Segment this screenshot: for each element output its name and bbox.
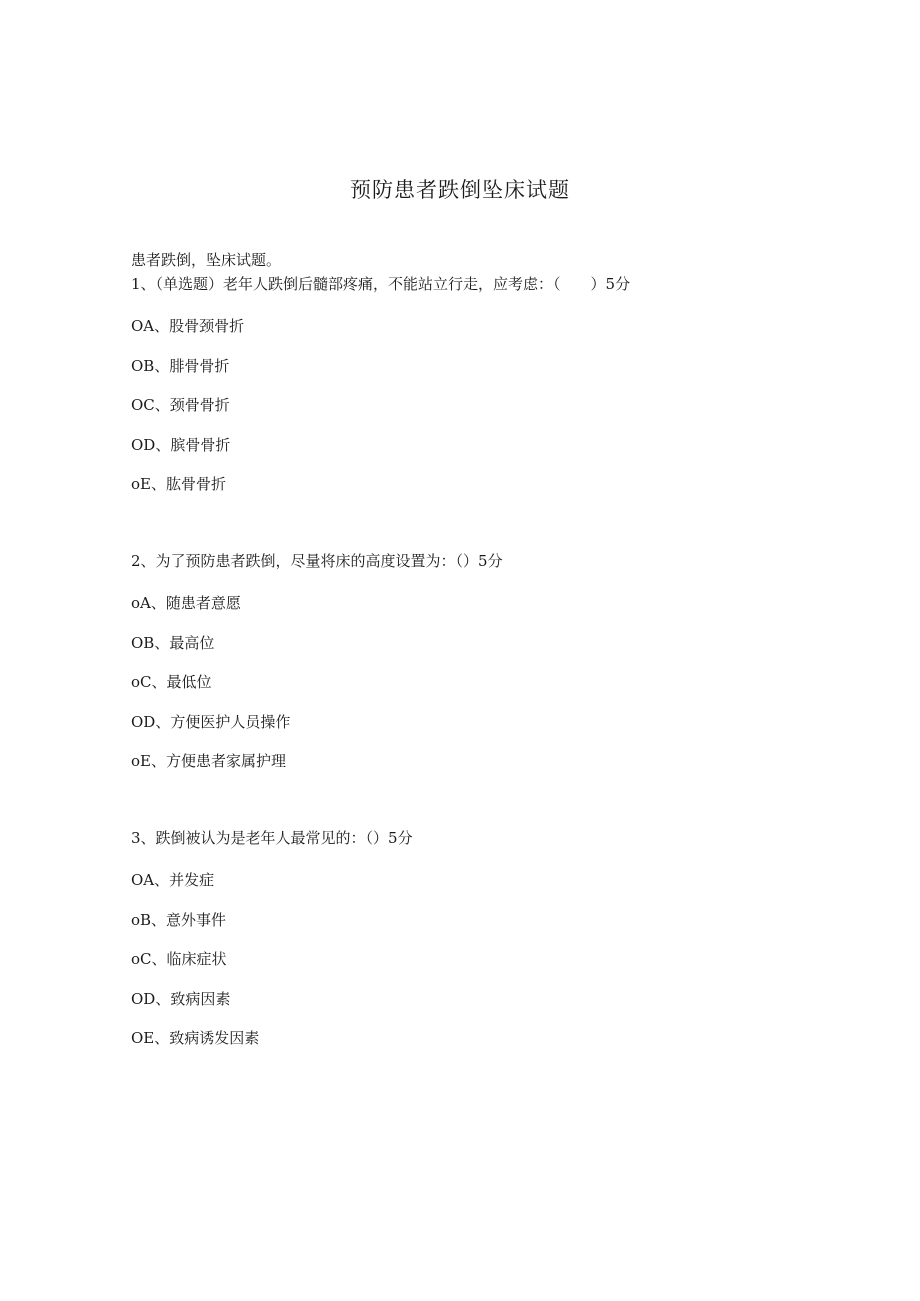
question-3-text: 3、跌倒被认为是老年人最常见的：（）5分 [131, 829, 413, 847]
document-intro: 患者跌倒，坠床试题。 [131, 251, 282, 269]
question-3-option-a[interactable]: OA、并发症 [131, 871, 215, 889]
question-3-option-d[interactable]: OD、致病因素 [131, 989, 231, 1008]
question-1-option-d[interactable]: OD、膑骨骨折 [131, 435, 231, 454]
question-3-option-e[interactable]: OE、致病诱发因素 [131, 1029, 260, 1047]
question-2-options [131, 592, 831, 772]
question-3 [131, 827, 831, 1049]
question-1 [131, 273, 831, 495]
question-2-option-a[interactable]: oA、随患者意愿 [131, 594, 241, 612]
question-1-option-e[interactable]: oE、肱骨骨折 [131, 475, 226, 493]
question-1-option-c[interactable]: OC、颈骨骨折 [131, 396, 230, 414]
question-3-option-b[interactable]: oB、意外事件 [131, 910, 227, 929]
question-2 [131, 550, 831, 772]
question-2-text: 2、为了预防患者跌倒，尽量将床的高度设置为：（）5分 [131, 552, 503, 570]
document-title: 预防患者跌倒坠床试题 [350, 178, 570, 202]
question-1-option-a[interactable]: OA、股骨颈骨折 [131, 317, 245, 335]
question-2-option-d[interactable]: OD、方便医护人员操作 [131, 712, 291, 731]
question-1-text: 1、（单选题）老年人跌倒后髓部疼痛，不能站立行走，应考虑：（ ）5分 [131, 275, 631, 293]
question-1-options [131, 315, 831, 495]
question-2-option-e[interactable]: oE、方便患者家属护理 [131, 752, 286, 770]
question-2-option-b[interactable]: OB、最高位 [131, 633, 215, 652]
question-1-option-b[interactable]: OB、腓骨骨折 [131, 356, 230, 375]
question-2-option-c[interactable]: oC、最低位 [131, 673, 212, 691]
question-3-options [131, 869, 831, 1049]
question-3-option-c[interactable]: oC、临床症状 [131, 950, 227, 968]
